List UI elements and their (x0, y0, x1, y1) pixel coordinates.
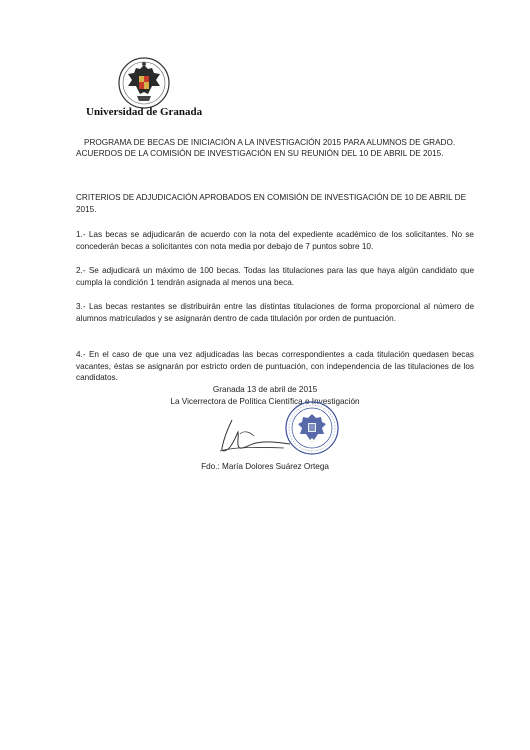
official-stamp-icon (284, 400, 340, 456)
program-heading (76, 137, 476, 159)
criterion-paragraph-2: 2.- Se adjudicará un máximo de 100 becas. Todas las titulaciones para las que haya algún candidato que cumpla la condición 1 tendrán asignada al menos una beca. (76, 266, 474, 287)
criterion-paragraph-1: 1.- Las becas se adjudicarán de acuerdo con la nota del expediente académico de los solicitantes. No se concederán becas a solicitantes con nota media por debajo de 7 puntos sobre 10. (76, 230, 474, 251)
program-heading-line2: ACUERDOS DE LA COMISIÓN DE INVESTIGACIÓN EN SU REUNIÓN DEL 10 DE ABRIL DE 2015. (76, 149, 444, 158)
closing-date: Granada 13 de abril de 2015 (212, 385, 318, 394)
criteria-title: CRITERIOS DE ADJUDICACIÓN APROBADOS EN COMISIÓN DE INVESTIGACIÓN DE 10 DE ABRIL DE 2015. (76, 193, 467, 214)
university-seal-icon (118, 56, 170, 110)
university-name: Universidad de Granada (86, 106, 203, 118)
handwritten-signature (214, 414, 294, 458)
criterion-paragraph-4: 4.- En el caso de que una vez adjudicadas las becas correspondientes a cada titulación quedasen becas vacantes, éstas se asignarán por estricto orden de puntuación, con independencia de las titulaciones de los candidatos. (76, 350, 474, 383)
signer-name: Fdo.: María Dolores Suárez Ortega (201, 462, 329, 471)
program-heading-line1: PROGRAMA DE BECAS DE INICIACIÓN A LA INVESTIGACIÓN 2015 PARA ALUMNOS DE GRADO. (84, 138, 456, 147)
criterion-paragraph-3: 3.- Las becas restantes se distribuirán entre las distintas titulaciones de forma proporcional al número de alumnos matriculados y se asignarán dentro de cada titulación por orden de puntuación. (76, 302, 474, 323)
signatory-role: La Vicerrectora de Política Científica e Investigación (170, 397, 360, 406)
